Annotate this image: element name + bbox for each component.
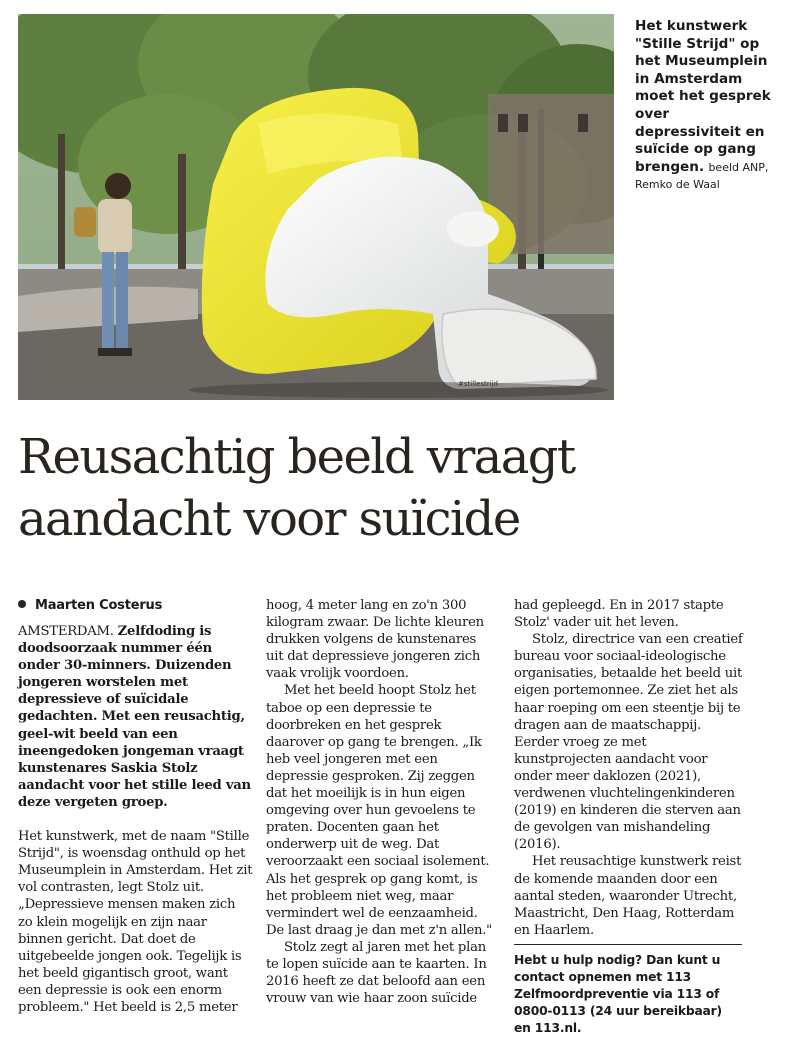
body-paragraph: had gepleegd. En in 2017 stapte Stolz' vader uit het leven. <box>514 598 724 631</box>
body-paragraph: Met het beeld hoopt Stolz het taboe op een depressie te doorbreken en het gesprek daarover op gang te brengen. „Ik heb veel jongeren met een depressie gesproken. Zij zeggen dat het moeilijk is in hun eigen omgeving over hun gevoelens te praten. Docenten gaan het onderwerp uit de weg. Dat veroorzaakt een sociaal isolement. Als het gesprek op gang komt, is het probleem niet weg, maar vermindert wel de eenzaamheid. De last draag je dan met z'n allen." <box>266 683 492 938</box>
article-column-1 <box>18 597 253 1016</box>
shoe-label: #stillestrijd <box>458 380 499 388</box>
lead-paragraph <box>18 623 253 811</box>
photo-credit: beeld ANP, Remko de Waal <box>635 160 769 192</box>
article-column-2 <box>266 597 496 1007</box>
headline-line-1: Reusachtig beeld vraagt <box>18 429 575 485</box>
article-photo <box>18 14 614 400</box>
help-info-box: Hebt u hulp nodig? Dan kunt u contact opnemen met 113 Zelfmoordpreventie via 113 of 0800-0113 (24 uur bereikbaar) en 113.nl. <box>514 944 742 1037</box>
headline-line-2: aandacht voor suïcide <box>18 491 520 547</box>
lead-text: Zelfdoding is doodsoorzaak nummer één onder 30-minners. Duizenden jongeren worstelen met depressieve of suïcidale gedachten. Met een reusachtig, geel-wit beeld van een ineengedoken jongeman vraagt kunstenares Saskia Stolz aandacht voor het stille leed van deze vergeten groep. <box>18 624 251 810</box>
body-paragraph: Stolz, directrice van een creatief bureau voor sociaal-ideologische organisaties, betaalde het beeld uit eigen portemonnee. Ze ziet het als haar roeping om een steentje bij te dragen aan de maatschappij. Eerder vroeg ze met kunstprojecten aandacht voor onder meer daklozen (2021), verdwenen vluchtelingenkinderen (2019) en kinderen die sterven aan de gevolgen van mishandeling (2016). <box>514 632 743 853</box>
body-paragraph: Het kunstwerk, met de naam "Stille Strijd", is woensdag onthuld op het Museumplein in Amsterdam. Het zit vol contrasten, legt Stolz uit. „Depressieve mensen maken zich zo klein mogelijk en zijn naar binnen gericht. Dat doet de uitgebeelde jongen ook. Tegelijk is het beeld gigantisch groot, want een depressie is ook een enorm probleem." Het beeld is 2,5 meter <box>18 829 253 1015</box>
body-paragraph: hoog, 4 meter lang en zo'n 300 kilogram zwaar. De lichte kleuren drukken volgens de kunstenares uit dat depressieve jongeren zich vaak vrolijk voordoen. <box>266 598 484 682</box>
sculpture-photo-illustration <box>18 14 614 400</box>
bullet-dot <box>18 600 26 608</box>
article-headline <box>18 426 778 550</box>
body-paragraph: Stolz zegt al jaren met het plan te lopen suïcide aan te kaarten. In 2016 heeft ze dat beloofd aan een vrouw van wie haar zoon suïcide <box>266 939 487 1007</box>
article-column-3 <box>514 597 746 939</box>
caption-text: Het kunstwerk "Stille Strijd" op het Museumplein in Amsterdam moet het gesprek over depressiviteit en suïcide op gang brengen. <box>635 18 771 175</box>
author-name: Maarten Costerus <box>35 598 163 613</box>
photo-caption <box>635 18 775 194</box>
dateline: AMSTERDAM. <box>18 624 114 639</box>
byline <box>18 597 253 614</box>
body-paragraph: Het reusachtige kunstwerk reist de komende maanden door een aantal steden, waaronder Utrecht, Maastricht, Den Haag, Rotterdam en Haarlem. <box>514 854 742 938</box>
